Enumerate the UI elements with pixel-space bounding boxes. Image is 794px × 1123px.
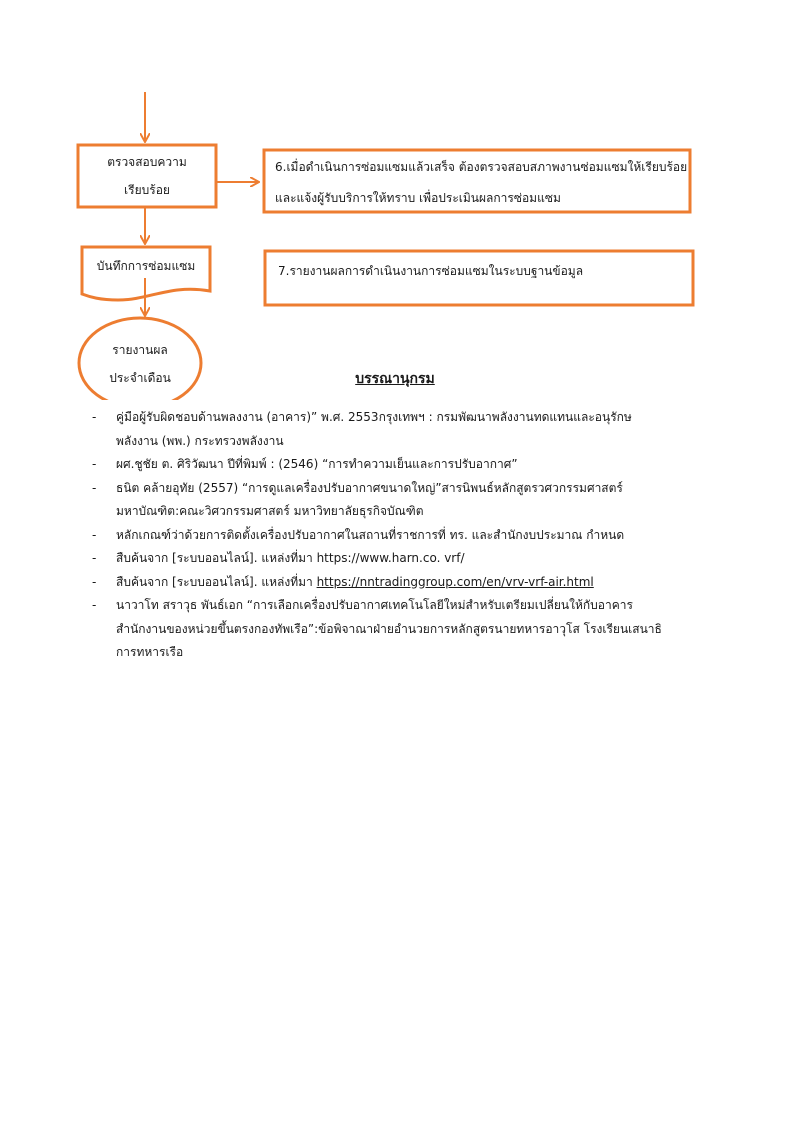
entry-line: การทหารเรือ bbox=[116, 645, 184, 659]
entry-line: มหาบัณฑิต:คณะวิศวกรรมศาสตร์ มหาวิทยาลัยธุรกิจบัณฑิต bbox=[116, 504, 424, 518]
bullet: - bbox=[92, 527, 97, 542]
bibliography-entry bbox=[92, 406, 732, 453]
note7-text: 7.รายงานผลการดำเนินงานการซ่อมแซมในระบบฐานข้อมูล bbox=[278, 264, 584, 278]
bullet: - bbox=[92, 598, 97, 612]
bullet: - bbox=[92, 480, 97, 495]
entry-line: ผศ.ชูชัย ต. ศิริวัฒนา ปีที่พิมพ์ : (2546) “การทำความเย็นและการปรับอากาศ” bbox=[116, 457, 518, 471]
reference-link[interactable]: https://nntradinggroup.com/en/vrv-vrf-air.html bbox=[316, 574, 594, 589]
entry-line: สำนักงานของหน่วยขึ้นตรงกองทัพเรือ”:ข้อพิจาณาฝ่ายอำนวยการหลักสูตรนายทหารอาวุโส โรงเรียนเสนาธิ bbox=[116, 621, 662, 636]
bullet: - bbox=[92, 574, 97, 589]
bullet: - bbox=[92, 551, 97, 565]
entry-line: สืบค้นจาก [ระบบออนไลน์]. แหล่งที่มา https://www.harn.co. vrf/ bbox=[116, 551, 465, 565]
oval-report-label-1: รายงานผล bbox=[112, 343, 168, 357]
bullet: - bbox=[92, 410, 97, 424]
box-check-label-1: ตรวจสอบความ bbox=[107, 155, 187, 169]
bibliography-list bbox=[92, 406, 732, 665]
entry-line: พลังงาน (พพ.) กระทรวงพลังงาน bbox=[116, 433, 284, 448]
bibliography-entry bbox=[92, 571, 732, 595]
entry-line: คู่มือผู้รับผิดชอบด้านพลงงาน (อาคาร)” พ.ศ. 2553กรุงเทพฯ : กรมพัฒนาพลังงานทดแทนและอนุรักษ bbox=[116, 410, 632, 424]
bibliography-entry bbox=[92, 477, 732, 524]
bibliography-entry bbox=[92, 453, 732, 477]
entry-prefix: สืบค้นจาก [ระบบออนไลน์]. แหล่งที่มา bbox=[116, 574, 317, 589]
oval-report-label-2: ประจำเดือน bbox=[109, 371, 171, 385]
bibliography-title: บรรณานุกรม bbox=[355, 371, 435, 387]
note6-line-1: 6.เมื่อดำเนินการซ่อมแซมแล้วเสร็จ ต้องตรวจสอบสภาพงานซ่อมแซมให้เรียบร้อย bbox=[275, 160, 688, 174]
bullet: - bbox=[92, 457, 97, 471]
box-check-label-2: เรียบร้อย bbox=[124, 183, 170, 197]
box-record-label: บันทึกการซ่อมแซม bbox=[96, 259, 196, 273]
entry-line: ธนิต คล้ายอุทัย (2557) “การดูแลเครื่องปรับอากาศขนาดใหญ่”สารนิพนธ์หลักสูตรวศวกรรมศาสตร์ bbox=[116, 480, 623, 495]
bibliography-entry bbox=[92, 524, 732, 548]
bibliography-entry bbox=[92, 594, 732, 665]
note6-line-2: และแจ้งผู้รับบริการให้ทราบ เพื่อประเมินผลการซ่อมแซม bbox=[275, 191, 561, 205]
entry-line: นาวาโท สราวุธ พันธ์เอก “การเลือกเครื่องปรับอากาศเทคโนโลยีใหม่สำหรับเตรียมเปลี่ยนให้กับอาคาร bbox=[116, 598, 633, 612]
entry-line: หลักเกณฑ์ว่าด้วยการติดตั้งเครื่องปรับอากาศในสถานที่ราชการที่ ทร. และสำนักงบประมาณ กำหนด bbox=[116, 527, 625, 542]
bibliography-entry bbox=[92, 547, 732, 571]
